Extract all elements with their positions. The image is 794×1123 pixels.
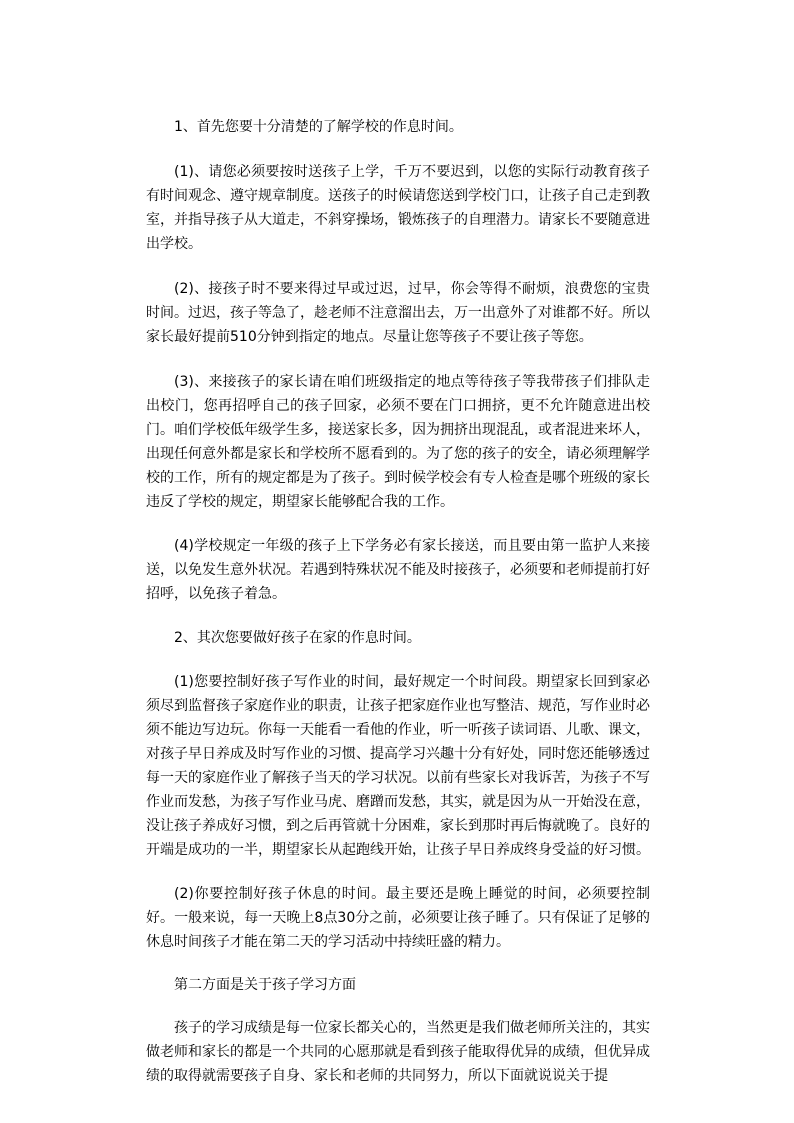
paragraph-homework-time: (1)您要控制好孩子写作业的时间，最好规定一个时间段。期望家长回到家必须尽到监督孩子家庭作业的职责，让孩子把家庭作业也写整洁、规范，写作业时必须不能边写边玩。你每一天能看一看他的作业，听一听孩子读词语、儿歌、课文，对孩子早日养成及时写作业的习惯、提高学习兴趣十分有好处，同时您还能够透过每一天的家庭作业了解孩子当天的学习状况。以前有些家长对我诉苦，为孩子不写作业而发愁，为孩子写作业马虎、磨蹭而发愁，其实，就是因为从一开始没在意，没让孩子养成好习惯，到之后再管就十分困难，家长到那时再后悔就晚了。良好的开端是成功的一半，期望家长从起跑线开始，让孩子早日养成终身受益的好习惯。 <box>146 674 650 858</box>
paragraph-study-performance: 孩子的学习成绩是每一位家长都关心的，当然更是我们做老师所关注的，其实做老师和家长的都是一个共同的心愿那就是看到孩子能取得优异的成绩，但优异成绩的取得就需要孩子自身、家长和老师的共同努力，所以下面就说说关于提 <box>146 1020 650 1084</box>
paragraph-guardian-escort: (4)学校规定一年级的孩子上下学务必有家长接送，而且要由第一监护人来接送，以免发生意外状况。若遇到特殊状况不能及时接孩子，必须要和老师提前打好招呼，以免孩子着急。 <box>146 538 650 602</box>
section-2-heading: 2、其次您要做好孩子在家的作息时间。 <box>174 630 421 646</box>
paragraph-pick-up-timing: (2)、接孩子时不要来得过早或过迟，过早，你会等得不耐烦，浪费您的宝贵时间。过迟，孩子等急了，趁老师不注意溜出去，万一出意外了对谁都不好。所以家长最好提前510分钟到指定的地点。尽量让您等孩子不要让孩子等您。 <box>146 281 650 345</box>
paragraph-rest-time: (2)你要控制好孩子休息的时间。最主要还是晚上睡觉的时间，必须要控制好。一般来说，每一天晚上8点30分之前，必须要让孩子睡了。只有保证了足够的休息时间孩子才能在第二天的学习活动中持续旺盛的精力。 <box>146 886 650 950</box>
section-study-heading: 第二方面是关于孩子学习方面 <box>174 977 356 993</box>
section-1-heading: 1、首先您要十分清楚的了解学校的作息时间。 <box>174 119 463 135</box>
paragraph-drop-off: (1)、请您必须要按时送孩子上学，千万不要迟到，以您的实际行动教育孩子有时间观念、遵守规章制度。送孩子的时候请您送到学校门口，让孩子自己走到教室，并指导孩子从大道走，不斜穿操场，锻炼孩子的自理潜力。请家长不要随意进出学校。 <box>146 164 650 252</box>
paragraph-waiting-location: (3)、来接孩子的家长请在咱们班级指定的地点等待孩子等我带孩子们排队走出校门，您再招呼自己的孩子回家，必须不要在门口拥挤，更不允许随意进出校门。咱们学校低年级学生多，接送家长多，因为拥挤出现混乱，或者混进来坏人，出现任何意外都是家长和学校所不愿看到的。为了您的孩子的安全，请必须理解学校的工作，所有的规定都是为了孩子。到时候学校会有专人检查是哪个班级的家长违反了学校的规定，期望家长能够配合我的工作。 <box>146 374 650 510</box>
document-body <box>146 115 650 1088</box>
